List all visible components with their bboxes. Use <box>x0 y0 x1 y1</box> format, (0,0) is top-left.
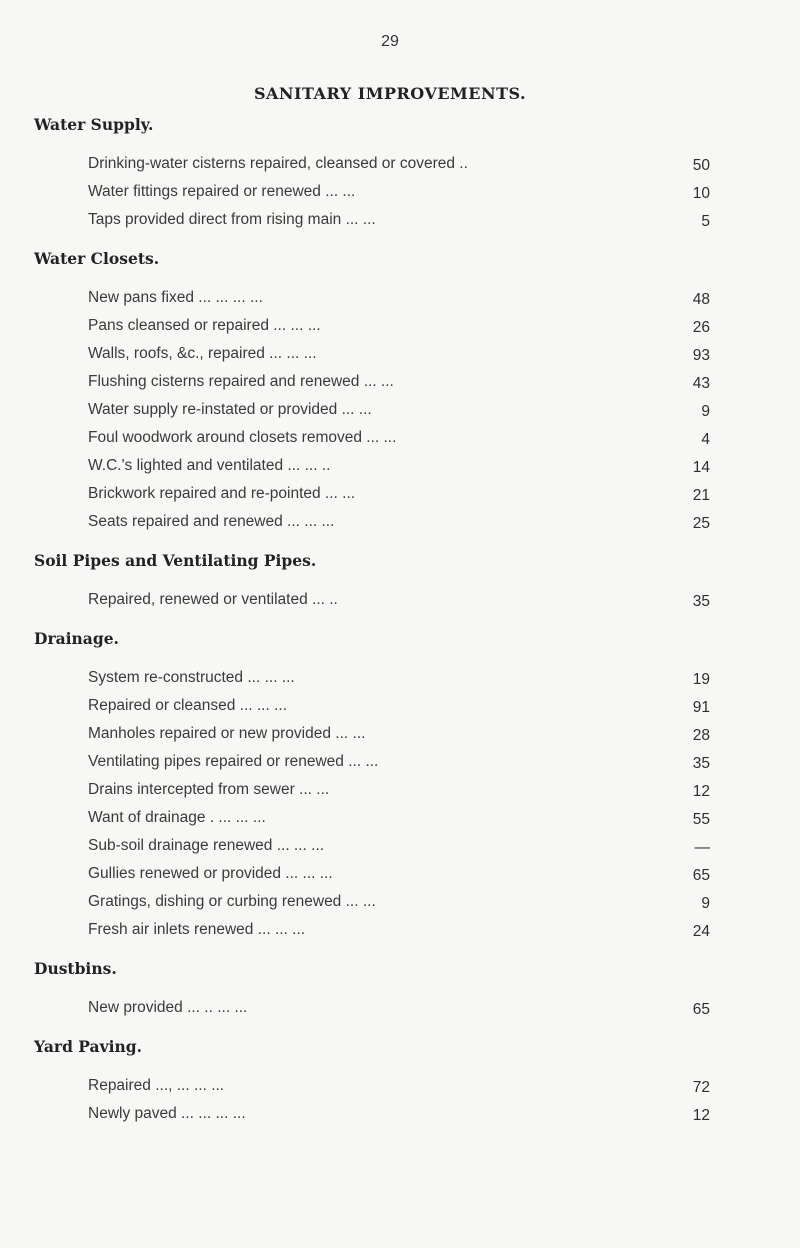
row-value: 5 <box>701 213 710 230</box>
section-heading: Drainage. <box>34 629 119 648</box>
table-row <box>0 284 800 312</box>
table-row <box>0 994 800 1022</box>
row-value: 12 <box>692 783 710 800</box>
row-value: 19 <box>692 671 710 688</box>
table-row <box>0 396 800 424</box>
row-label: Want of drainage . ... ... ... <box>88 809 266 826</box>
section-heading: Water Closets. <box>34 249 160 268</box>
table-row <box>0 888 800 916</box>
table-row <box>0 508 800 536</box>
table-row <box>0 664 800 692</box>
table-row <box>0 692 800 720</box>
row-value: 24 <box>692 923 710 940</box>
table-row <box>0 480 800 508</box>
row-value: 26 <box>692 319 710 336</box>
row-value: 65 <box>692 1001 710 1018</box>
section-rows <box>0 586 800 614</box>
row-value: 10 <box>692 185 710 202</box>
table-row <box>0 452 800 480</box>
row-label: Drains intercepted from sewer ... ... <box>88 781 330 798</box>
row-label: Repaired, renewed or ventilated ... .. <box>88 591 338 608</box>
row-label: New pans fixed ... ... ... ... <box>88 289 263 306</box>
row-value: — <box>694 839 710 856</box>
row-label: Gratings, dishing or curbing renewed ... ... <box>88 893 376 910</box>
table-row <box>0 748 800 776</box>
row-label: Repaired ..., ... ... ... <box>88 1077 225 1094</box>
table-row <box>0 586 800 614</box>
section-dustbins <box>0 954 800 1022</box>
row-label: Water supply re-instated or provided ... ... <box>88 401 372 418</box>
row-label: Repaired or cleansed ... ... ... <box>88 697 288 714</box>
section-heading: Soil Pipes and Ventilating Pipes. <box>34 551 317 570</box>
section-water-supply <box>0 110 800 234</box>
section-heading: Water Supply. <box>34 115 154 134</box>
row-label: Foul woodwork around closets removed ... ... <box>88 429 397 446</box>
table-row <box>0 720 800 748</box>
row-value: 50 <box>692 157 710 174</box>
table-row <box>0 312 800 340</box>
table-row <box>0 776 800 804</box>
row-value: 48 <box>692 291 710 308</box>
row-value: 43 <box>692 375 710 392</box>
table-row <box>0 368 800 396</box>
row-label: Fresh air inlets renewed ... ... ... <box>88 921 306 938</box>
table-row <box>0 206 800 234</box>
row-value: 93 <box>692 347 710 364</box>
section-rows <box>0 1072 800 1128</box>
row-label: Drinking-water cisterns repaired, cleansed or covered .. <box>88 155 468 172</box>
row-value: 55 <box>692 811 710 828</box>
row-label: Pans cleansed or repaired ... ... ... <box>88 317 321 334</box>
table-row <box>0 1100 800 1128</box>
row-label: Ventilating pipes repaired or renewed ... ... <box>88 753 379 770</box>
row-label: Walls, roofs, &c., repaired ... ... ... <box>88 345 317 362</box>
row-value: 9 <box>701 403 710 420</box>
row-value: 21 <box>692 487 710 504</box>
table-row <box>0 424 800 452</box>
table-row <box>0 832 800 860</box>
row-label: Sub-soil drainage renewed ... ... ... <box>88 837 325 854</box>
section-rows <box>0 664 800 944</box>
row-value: 28 <box>692 727 710 744</box>
row-value: 65 <box>692 867 710 884</box>
row-label: New provided ... .. ... ... <box>88 999 248 1016</box>
page-title: SANITARY IMPROVEMENTS. <box>253 84 527 103</box>
row-label: Gullies renewed or provided ... ... ... <box>88 865 333 882</box>
table-row <box>0 916 800 944</box>
table-row <box>0 860 800 888</box>
row-label: Water fittings repaired or renewed ... ... <box>88 183 356 200</box>
row-label: System re-constructed ... ... ... <box>88 669 295 686</box>
section-rows <box>0 994 800 1022</box>
row-value: 4 <box>701 431 710 448</box>
section-rows <box>0 284 800 536</box>
table-row <box>0 340 800 368</box>
table-row <box>0 1072 800 1100</box>
row-value: 9 <box>701 895 710 912</box>
table-row <box>0 804 800 832</box>
section-water-closets <box>0 244 800 536</box>
section-heading: Dustbins. <box>34 959 117 978</box>
section-rows <box>0 150 800 234</box>
row-label: Taps provided direct from rising main ... ... <box>88 211 376 228</box>
row-value: 12 <box>692 1107 710 1124</box>
row-label: W.C.'s lighted and ventilated ... ... .. <box>88 457 331 474</box>
row-label: Seats repaired and renewed ... ... ... <box>88 513 335 530</box>
row-value: 25 <box>692 515 710 532</box>
page-number: 29 <box>381 33 399 50</box>
section-heading: Yard Paving. <box>34 1037 142 1056</box>
report-body <box>0 110 800 1128</box>
section-drainage <box>0 624 800 944</box>
row-label: Flushing cisterns repaired and renewed ... ... <box>88 373 394 390</box>
row-value: 91 <box>692 699 710 716</box>
row-value: 35 <box>692 593 710 610</box>
section-soil-pipes <box>0 546 800 614</box>
row-label: Newly paved ... ... ... ... <box>88 1105 246 1122</box>
table-row <box>0 150 800 178</box>
row-value: 14 <box>692 459 710 476</box>
table-row <box>0 178 800 206</box>
section-yard-paving <box>0 1032 800 1128</box>
row-value: 35 <box>692 755 710 772</box>
row-label: Manholes repaired or new provided ... ... <box>88 725 366 742</box>
row-value: 72 <box>692 1079 710 1096</box>
row-label: Brickwork repaired and re-pointed ... ... <box>88 485 356 502</box>
